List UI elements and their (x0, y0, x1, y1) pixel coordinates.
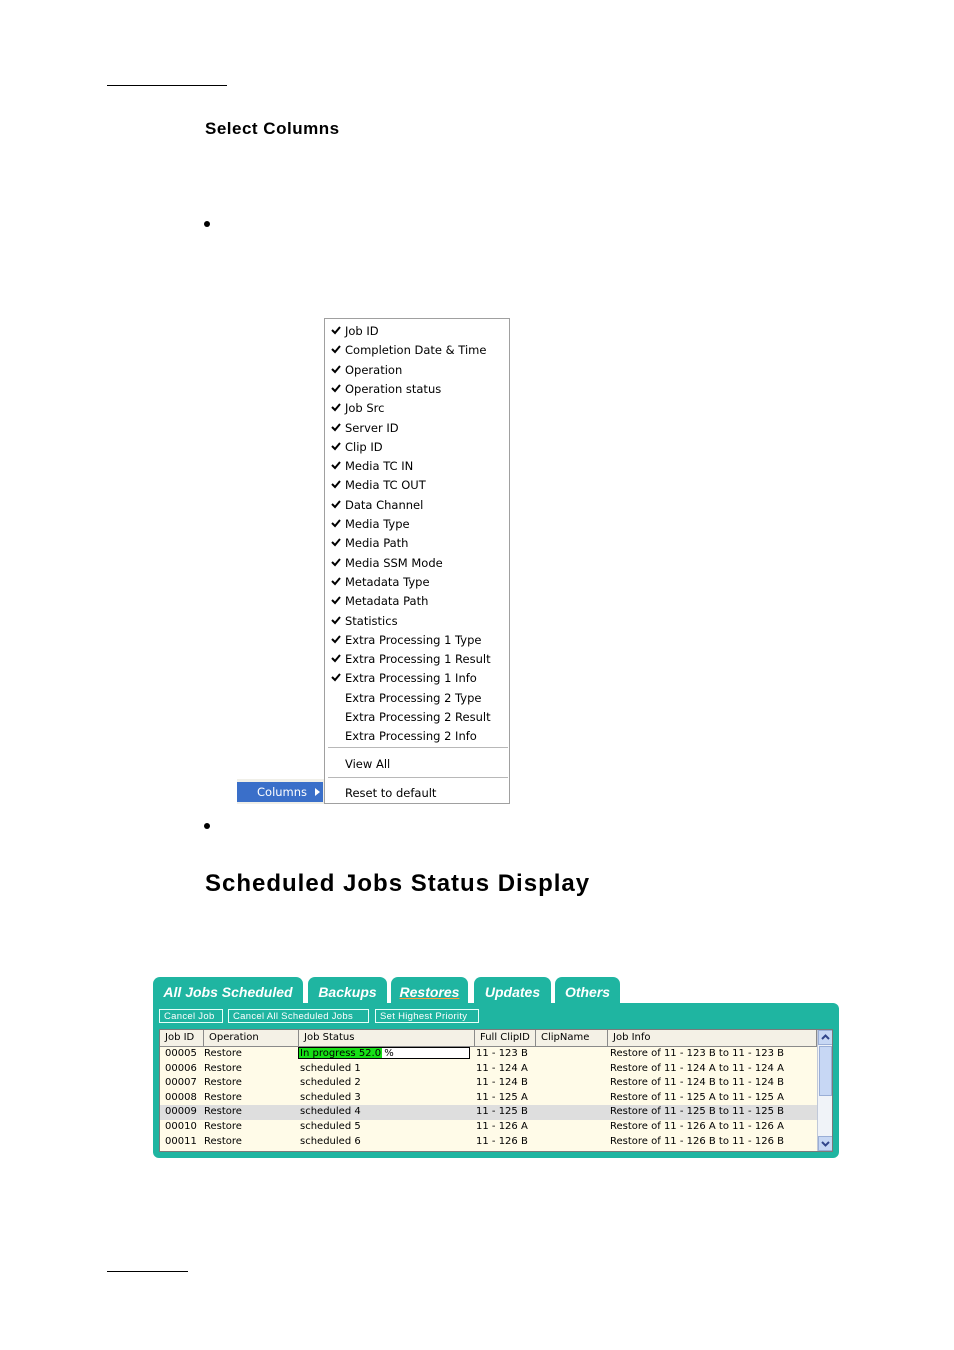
table-cell: scheduled 1 (300, 1062, 361, 1074)
progress-label: In progress 52.0 % (300, 1048, 394, 1059)
cancel-job-button[interactable]: Cancel Job (159, 1009, 223, 1023)
checkmark-icon (330, 536, 342, 548)
table-cell: Restore (204, 1091, 242, 1103)
checkmark-icon (330, 671, 342, 683)
menu-item-label: Media Path (345, 536, 409, 551)
menu-item[interactable] (325, 727, 509, 746)
menu-item-label: Job Src (345, 401, 385, 416)
checkmark-icon (330, 324, 342, 336)
menu-item-label: Media TC IN (345, 459, 414, 474)
cancel-all-scheduled-jobs-button[interactable]: Cancel All Scheduled Jobs (228, 1009, 369, 1023)
table-cell: 11 - 124 B (476, 1077, 528, 1089)
menu-item-columns-label: Columns (257, 785, 308, 799)
table-cell: Restore of 11 - 126 A to 11 - 126 A (610, 1121, 784, 1132)
menu-item[interactable] (325, 573, 509, 592)
table-cell: 00008 (165, 1091, 197, 1103)
checkmark-icon (330, 343, 342, 355)
table-cell: 11 - 125 A (476, 1091, 528, 1103)
table-cell: Restore of 11 - 124 B to 11 - 124 B (610, 1077, 784, 1089)
menu-item-label: Clip ID (345, 439, 383, 454)
menu-item-label: Statistics (345, 613, 398, 628)
menu-item-label: Extra Processing 2 Info (345, 729, 477, 744)
table-cell: 00010 (165, 1121, 197, 1132)
table-cell: Restore of 11 - 123 B to 11 - 123 B (610, 1048, 784, 1059)
set-highest-priority-button[interactable]: Set Highest Priority (375, 1009, 479, 1023)
menu-item[interactable] (325, 689, 509, 708)
column-header[interactable]: ClipName (536, 1030, 608, 1046)
footer-rule (107, 1271, 188, 1272)
table-cell: 00005 (165, 1048, 197, 1059)
table-row[interactable] (160, 1120, 817, 1135)
job-progress-bar (298, 1047, 470, 1059)
table-row[interactable] (160, 1135, 817, 1150)
menu-item-reset-default[interactable] (325, 784, 509, 803)
table-cell: 11 - 126 B (476, 1135, 528, 1147)
tab-label: Backups (318, 984, 377, 1000)
checkmark-icon (330, 421, 342, 433)
menu-item-label: Extra Processing 1 Type (345, 632, 482, 647)
checkmark-icon (330, 382, 342, 394)
menu-item[interactable] (325, 496, 509, 515)
menu-item-label: Reset to default (345, 786, 437, 800)
tab-label: Restores (399, 984, 460, 1000)
jobs-grid (159, 1029, 833, 1152)
menu-item[interactable] (325, 592, 509, 611)
menu-item[interactable] (325, 361, 509, 380)
menu-item[interactable] (325, 399, 509, 418)
table-cell: 11 - 123 B (476, 1048, 528, 1059)
menu-item-label: Extra Processing 1 Info (345, 671, 477, 686)
menu-item-label: Completion Date & Time (345, 343, 487, 358)
menu-item[interactable] (325, 341, 509, 360)
table-cell: scheduled 3 (300, 1091, 361, 1103)
menu-item[interactable] (325, 534, 509, 553)
tab-others[interactable] (555, 977, 620, 1005)
tab-label: All Jobs Scheduled (163, 984, 293, 1000)
table-cell: Restore (204, 1135, 242, 1147)
table-cell: Restore of 11 - 125 A to 11 - 125 A (610, 1091, 784, 1103)
menu-item[interactable] (325, 612, 509, 631)
section-heading-scheduled-jobs: Scheduled Jobs Status Display (205, 870, 591, 897)
column-header[interactable]: Job Status (299, 1030, 475, 1046)
column-header[interactable]: Job ID (160, 1030, 204, 1046)
grid-header (160, 1030, 817, 1047)
table-cell: Restore (204, 1077, 242, 1089)
checkmark-icon (330, 575, 342, 587)
checkmark-icon (330, 478, 342, 490)
scroll-up-button[interactable] (818, 1030, 833, 1045)
menu-item[interactable] (325, 650, 509, 669)
submenu-arrow-icon (315, 788, 320, 796)
checkmark-icon (330, 594, 342, 606)
checkmark-icon (330, 517, 342, 529)
table-row[interactable] (160, 1091, 817, 1106)
menu-item-label: Operation (345, 362, 403, 377)
checkmark-icon (330, 363, 342, 375)
tab-restores[interactable] (391, 977, 468, 1005)
menu-item-label: Data Channel (345, 497, 424, 512)
menu-item[interactable] (325, 476, 509, 495)
table-cell: Restore (204, 1062, 242, 1074)
menu-item[interactable] (325, 515, 509, 534)
menu-item[interactable] (325, 380, 509, 399)
menu-item-label: Extra Processing 2 Result (345, 710, 491, 724)
checkmark-icon (330, 498, 342, 510)
menu-item-label: Extra Processing 2 Type (345, 690, 482, 705)
table-cell: 11 - 124 A (476, 1062, 528, 1074)
table-cell: Restore of 11 - 126 B to 11 - 126 B (610, 1135, 784, 1147)
checkmark-icon (330, 633, 342, 645)
table-cell: 00006 (165, 1062, 197, 1074)
checkmark-icon (330, 459, 342, 471)
table-cell: scheduled 2 (300, 1077, 361, 1089)
menu-item-label: Extra Processing 1 Result (345, 652, 491, 667)
table-cell: Restore of 11 - 124 A to 11 - 124 A (610, 1062, 784, 1074)
menu-item-label: Media Type (345, 517, 410, 531)
menu-item[interactable] (325, 669, 509, 688)
tab-updates[interactable] (474, 977, 551, 1005)
menu-item[interactable] (325, 631, 509, 650)
menu-item-label: View All (345, 757, 391, 771)
chevron-down-icon (819, 1137, 832, 1150)
bullet (204, 221, 210, 227)
vertical-scrollbar[interactable] (817, 1030, 833, 1151)
table-cell: 11 - 125 B (476, 1106, 528, 1118)
scroll-thumb[interactable] (819, 1046, 832, 1096)
table-cell: scheduled 4 (300, 1106, 361, 1118)
table-row[interactable] (160, 1076, 817, 1091)
tab-label: Updates (484, 984, 541, 1000)
menu-separator (328, 747, 508, 748)
checkmark-icon (330, 401, 342, 413)
checkmark-icon (330, 614, 342, 626)
section-heading-select-columns: Select Columns (205, 119, 340, 138)
table-row[interactable] (160, 1062, 817, 1077)
table-cell: Restore (204, 1106, 242, 1118)
menu-item[interactable] (325, 438, 509, 457)
table-row[interactable] (160, 1105, 817, 1120)
table-cell: scheduled 6 (300, 1135, 361, 1147)
table-cell: Restore (204, 1048, 242, 1059)
menu-item-view-all[interactable] (325, 755, 509, 774)
table-cell: scheduled 5 (300, 1121, 361, 1132)
menu-item-label: Metadata Type (345, 574, 430, 589)
scroll-down-button[interactable] (818, 1136, 833, 1151)
menu-item-label: Metadata Path (345, 594, 429, 609)
menu-item[interactable] (325, 457, 509, 476)
table-cell: Restore of 11 - 125 B to 11 - 125 B (610, 1106, 784, 1118)
menu-item[interactable] (325, 554, 509, 573)
chevron-up-icon (819, 1031, 832, 1044)
menu-item[interactable] (325, 708, 509, 727)
table-cell: 00009 (165, 1106, 197, 1118)
tab-label: Others (564, 984, 611, 1000)
bullet (204, 823, 210, 829)
menu-item-label: Media SSM Mode (345, 555, 443, 570)
menu-item-label: Server ID (345, 420, 399, 435)
menu-item[interactable] (325, 419, 509, 438)
column-header[interactable]: Full ClipID (475, 1030, 536, 1046)
menu-item-label: Operation status (345, 381, 442, 396)
table-cell: 00011 (165, 1135, 197, 1147)
checkmark-icon (330, 440, 342, 452)
tab-all-jobs-scheduled[interactable] (153, 977, 303, 1005)
column-header[interactable]: Operation (204, 1030, 299, 1046)
header-rule (107, 85, 227, 86)
checkmark-icon (330, 652, 342, 664)
menu-item-columns[interactable] (237, 782, 323, 802)
checkmark-icon (330, 556, 342, 568)
menu-item-label: Job ID (345, 324, 379, 338)
table-cell: Restore (204, 1121, 242, 1132)
menu-item-label: Media TC OUT (345, 478, 426, 493)
table-cell: 11 - 126 A (476, 1121, 528, 1132)
table-row[interactable] (160, 1047, 817, 1062)
column-header[interactable]: Job Info (608, 1030, 817, 1046)
menu-separator (328, 777, 508, 778)
menu-item[interactable] (325, 322, 509, 341)
tab-backups[interactable] (308, 977, 387, 1005)
table-cell: 00007 (165, 1077, 197, 1089)
columns-context-menu (324, 318, 510, 804)
